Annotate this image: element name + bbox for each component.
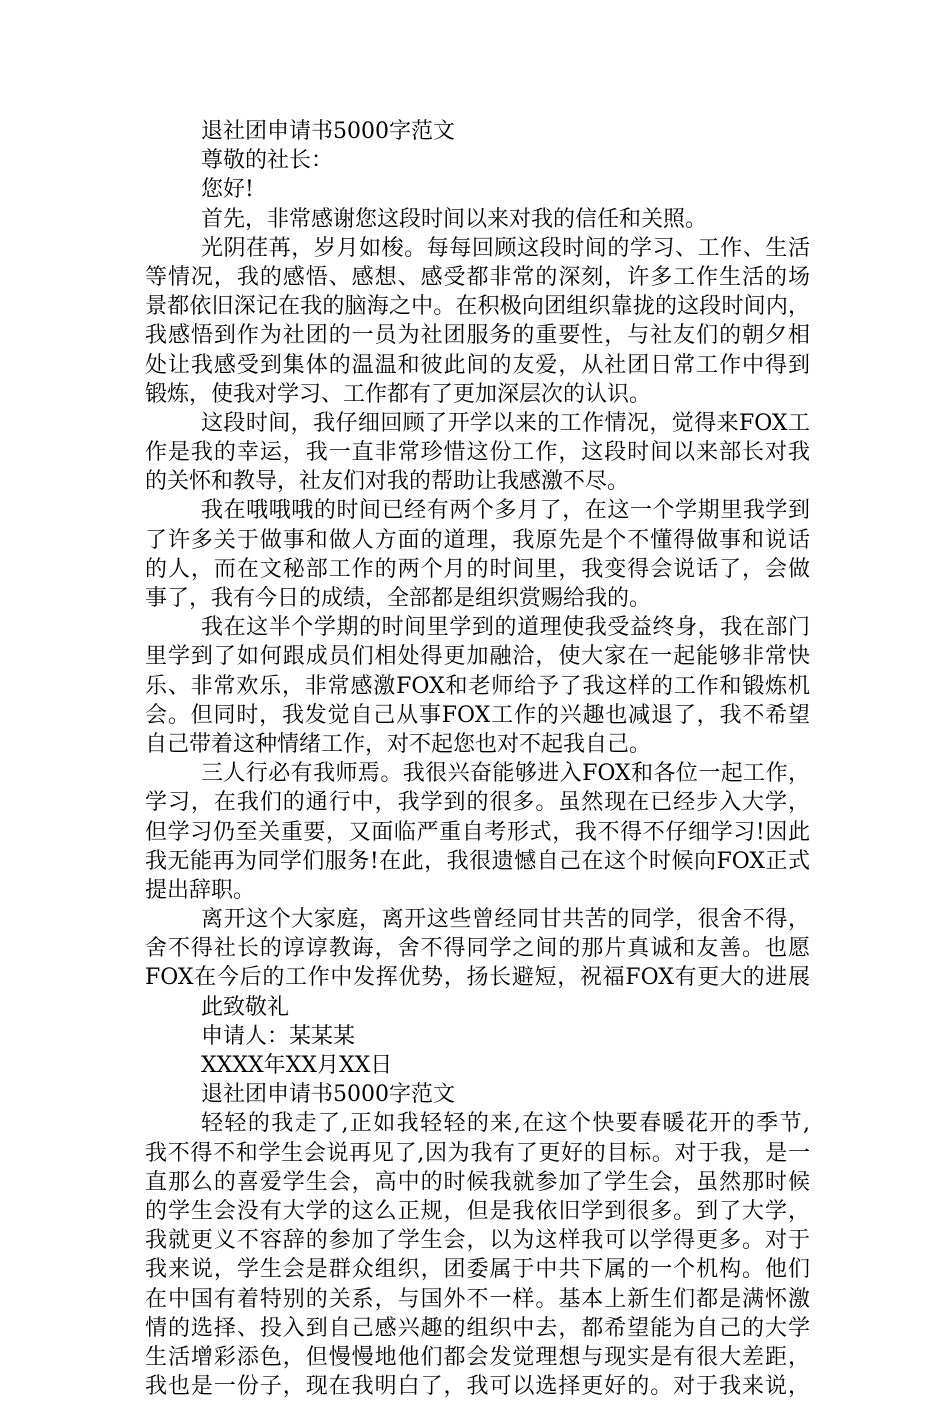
text-line: 尊敬的社长： [201, 148, 334, 174]
text-line: 我无能再为同学们服务!在此，我很遗憾自己在这个时候向FOX正式 [145, 848, 810, 874]
text-line: 申请人：某某某 [201, 1023, 356, 1049]
text-line: 等情况，我的感悟、感想、感受都非常的深刻，许多工作生活的场 [145, 264, 810, 290]
text-line: 我感悟到作为社团的一员为社团服务的重要性，与社友们的朝夕相 [145, 323, 810, 349]
text-line: 离开这个大家庭，离开这些曾经同甘共苦的同学，很舍不得， [201, 907, 810, 933]
text-line: 乐、非常欢乐，非常感激FOX和老师给予了我这样的工作和锻炼机 [145, 673, 810, 699]
text-line: 学习，在我们的通行中，我学到的很多。虽然现在已经步入大学， [145, 790, 810, 816]
text-line: 轻轻的我走了,正如我轻轻的来,在这个快要春暖花开的季节, [201, 1111, 810, 1137]
text-line: 处让我感受到集体的温温和彼此间的友爱，从社团日常工作中得到 [145, 352, 810, 378]
text-line: 事了，我有今日的成绩，全部都是组织赏赐给我的。 [145, 586, 652, 611]
text-line: 自己带着这种情绪工作，对不起您也对不起我自己。 [145, 731, 652, 757]
text-line: 里学到了如何跟成员们相处得更加融洽，使大家在一起能够非常快 [145, 644, 810, 670]
text-line: 此致敬礼 [201, 994, 290, 1020]
text-line: 首先，非常感谢您这段时间以来对我的信任和关照。 [201, 206, 708, 232]
text-line: 会。但同时，我发觉自己从事FOX工作的兴趣也减退了，我不希望 [145, 702, 810, 728]
text-line: FOX在今后的工作中发挥优势，扬长避短，祝福FOX有更大的进展 [145, 965, 810, 991]
text-line: 在中国有着特别的关系，与国外不一样。基本上新生们都是满怀激 [145, 1286, 810, 1312]
text-line: 这段时间，我仔细回顾了开学以来的工作情况，觉得来FOX工 [201, 410, 810, 436]
text-line: 锻炼，使我对学习、工作都有了更加深层次的认识。 [145, 381, 652, 407]
text-line: 但学习仍至关重要，又面临严重自考形式，我不得不仔细学习!因此 [145, 819, 810, 845]
text-line: 我就更义不容辞的参加了学生会，以为这样我可以学得更多。对于 [145, 1228, 810, 1254]
text-line: 我不得不和学生会说再见了,因为我有了更好的目标。对于我，是一 [145, 1140, 810, 1166]
text-line: 光阴荏苒，岁月如梭。每每回顾这段时间的学习、工作、生活 [201, 235, 810, 261]
text-line: 生活增彩添色，但慢慢地他们都会发觉理想与现实是有很大差距， [145, 1344, 810, 1370]
text-line: 舍不得社长的谆谆教诲，舍不得同学之间的那片真诚和友善。也愿 [145, 936, 810, 962]
text-line: 提出辞职。 [145, 877, 256, 903]
text-line: 直那么的喜爱学生会，高中的时候我就参加了学生会，虽然那时候 [145, 1169, 810, 1195]
text-line: 我来说，学生会是群众组织，团委属于中共下属的一个机构。他们 [145, 1257, 810, 1283]
text-line: 您好! [201, 177, 254, 203]
text-line: XXXX年XX月XX日 [201, 1053, 393, 1078]
text-line: 三人行必有我师焉。我很兴奋能够进入FOX和各位一起工作， [201, 761, 810, 787]
document-body [145, 117, 810, 1401]
text-line: 退社团申请书5000字范文 [201, 119, 455, 144]
text-line: 我在这半个学期的时间里学到的道理使我受益终身，我在部门 [201, 615, 810, 641]
text-line: 的学生会没有大学的这么正规，但是我依旧学到很多。到了大学， [145, 1198, 810, 1224]
text-line: 的关怀和教导，社友们对我的帮助让我感激不尽。 [145, 469, 630, 495]
text-line: 退社团申请书5000字范文 [201, 1082, 455, 1108]
text-line: 的人，而在文秘部工作的两个月的时间里，我变得会说话了，会做 [145, 556, 810, 582]
text-line: 作是我的幸运，我一直非常珍惜这份工作，这段时间以来部长对我 [145, 440, 810, 466]
text-line: 了许多关于做事和做人方面的道理，我原先是个不懂得做事和说话 [145, 527, 810, 553]
text-line: 我也是一份子，现在我明白了，我可以选择更好的。对于我来说， [145, 1374, 810, 1400]
text-line: 情的选择、投入到自己感兴趣的组织中去，都希望能为自己的大学 [145, 1315, 810, 1341]
text-line: 景都依旧深记在我的脑海之中。在积极向团组织靠拢的这段时间内， [145, 294, 810, 320]
text-line: 我在哦哦哦的时间已经有两个多月了，在这一个学期里我学到 [201, 498, 810, 524]
